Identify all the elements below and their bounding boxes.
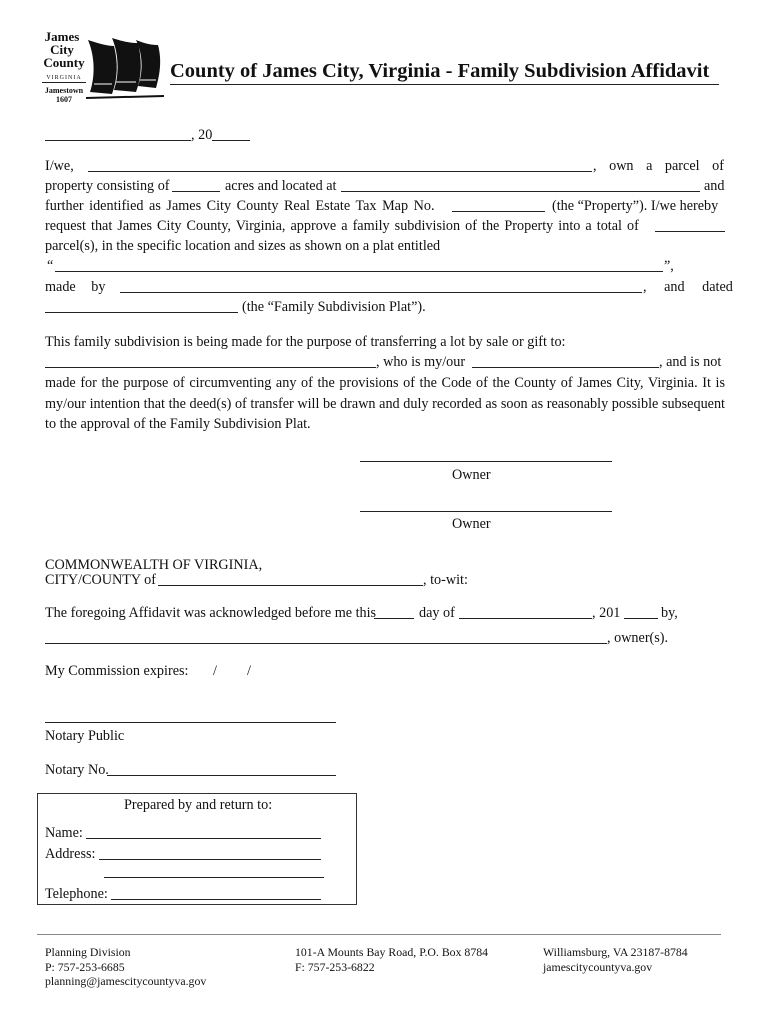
acknowledged-label: The foregoing Affidavit was acknowledged before me this (45, 605, 377, 621)
purpose-intro: This family subdivision is being made for the purpose of transferring a lot by sale or gift to: (45, 334, 566, 350)
date-blank[interactable] (45, 126, 191, 141)
return-telephone-field[interactable] (111, 899, 321, 900)
own-parcel-text: , own a parcel of (593, 158, 724, 174)
commission-slash-1: / (213, 663, 217, 679)
made-by-field[interactable] (120, 292, 642, 293)
return-telephone-label: Telephone: (45, 886, 108, 902)
owner1-signature-line[interactable] (360, 461, 612, 462)
relationship-field[interactable] (472, 367, 659, 368)
notary-no-label: Notary No. (45, 762, 109, 778)
owners-label: , owner(s). (607, 630, 669, 646)
county-logo (28, 30, 168, 110)
return-address-label: Address: (45, 846, 96, 862)
recipient-field[interactable] (45, 367, 376, 368)
return-address-field-2[interactable] (104, 877, 324, 878)
and-dated-label: , and dated (643, 279, 733, 295)
footer-planning-division: Planning Division (45, 945, 131, 959)
return-name-field[interactable] (86, 838, 321, 839)
return-name-label: Name: (45, 825, 83, 841)
footer-address: 101-A Mounts Bay Road, P.O. Box 8784 (295, 945, 489, 959)
ship-sails-icon (86, 34, 166, 100)
open-quote: “ (47, 258, 54, 274)
tax-map-field[interactable] (452, 211, 545, 212)
commission-label: My Commission expires: (45, 663, 189, 679)
commonwealth-label: COMMONWEALTH OF VIRGINIA, (45, 557, 263, 573)
year-201-label: , 201 (592, 605, 621, 621)
acres-field[interactable] (172, 191, 220, 192)
to-wit-label: , to-wit: (423, 572, 468, 588)
dated-field[interactable] (45, 312, 238, 313)
logo-line-1607: 1607 (56, 95, 72, 104)
notary-public-label: Notary Public (45, 728, 125, 744)
plat-title-field[interactable] (55, 271, 663, 272)
page-title: County of James City, Virginia - Family Subdivision Affidavit (170, 60, 710, 82)
city-county-label: CITY/COUNTY of (45, 572, 156, 588)
tax-map-label: further identified as James City County Real Estate Tax Map No. (45, 198, 435, 214)
names-field[interactable] (88, 171, 592, 172)
purpose-body: made for the purpose of circumventing any of the provisions of the Code of the County of James City, Virginia. It is my/our intention that the deed(s) of transfer will be drawn and duly recorded as soon as reasonably possible subsequent to the approval of the Family Subdivision Plat. (45, 375, 725, 432)
by-label: by, (661, 605, 678, 621)
property-consisting-label: property consisting of (45, 178, 170, 194)
footer-city-state: Williamsburg, VA 23187-8784 (543, 945, 688, 959)
plat-quote-label: (the “Family Subdivision Plat”). (242, 299, 426, 315)
and-is-not-label: , and is not (659, 354, 722, 370)
commission-slash-2: / (247, 663, 251, 679)
location-field[interactable] (341, 191, 700, 192)
logo-line-virginia: VIRGINIA (46, 75, 82, 81)
iwe-label: I/we, (45, 158, 74, 174)
day-of-label: day of (419, 605, 455, 621)
date-line (45, 126, 250, 144)
property-quote-label: (the “Property”). I/we hereby (552, 198, 719, 214)
year-field[interactable] (624, 618, 658, 619)
footer-phone: P: 757-253-6685 (45, 959, 125, 974)
notary-signature-line[interactable] (45, 722, 336, 723)
parcels-text: parcel(s), in the specific location and sizes as shown on a plat entitled (45, 238, 441, 254)
logo-line-jamestown: Jamestown (44, 86, 84, 95)
logo-line-county: County (43, 55, 85, 70)
footer-fax: F: 757-253-6822 (295, 959, 375, 974)
and-label: and (704, 178, 725, 194)
title-underline (170, 84, 719, 85)
return-address-field-1[interactable] (99, 859, 321, 860)
owner2-label: Owner (452, 516, 491, 532)
footer-divider (37, 934, 721, 935)
acres-located-label: acres and located at (225, 178, 337, 194)
day-field[interactable] (374, 618, 414, 619)
footer-col2 (295, 945, 488, 974)
footer-col3 (543, 945, 688, 974)
logo-divider (42, 82, 86, 83)
request-text: request that James City County, Virginia, approve a family subdivision of the Property into a total of (45, 218, 639, 234)
logo-line-james: James (44, 29, 80, 44)
city-county-field[interactable] (158, 585, 423, 586)
owner2-signature-line[interactable] (360, 511, 612, 512)
logo-line-city: City (50, 42, 74, 57)
footer-website-link[interactable]: jamescitycountyva.gov (543, 959, 653, 974)
footer-email-link[interactable]: planning@jamescitycountyva.gov (45, 974, 207, 988)
owners-names-field[interactable] (45, 643, 607, 644)
footer-col1 (45, 945, 206, 989)
date-year-prefix: , 20 (191, 127, 213, 143)
made-by-label: made by (45, 279, 106, 295)
month-field[interactable] (459, 618, 592, 619)
parcel-count-field[interactable] (655, 231, 725, 232)
notary-no-field[interactable] (107, 775, 336, 776)
year-blank[interactable] (212, 126, 250, 141)
owner1-label: Owner (452, 467, 491, 483)
who-is-label: , who is my/our (376, 354, 466, 370)
return-box-heading: Prepared by and return to: (124, 797, 273, 813)
close-quote: ”, (664, 258, 674, 274)
